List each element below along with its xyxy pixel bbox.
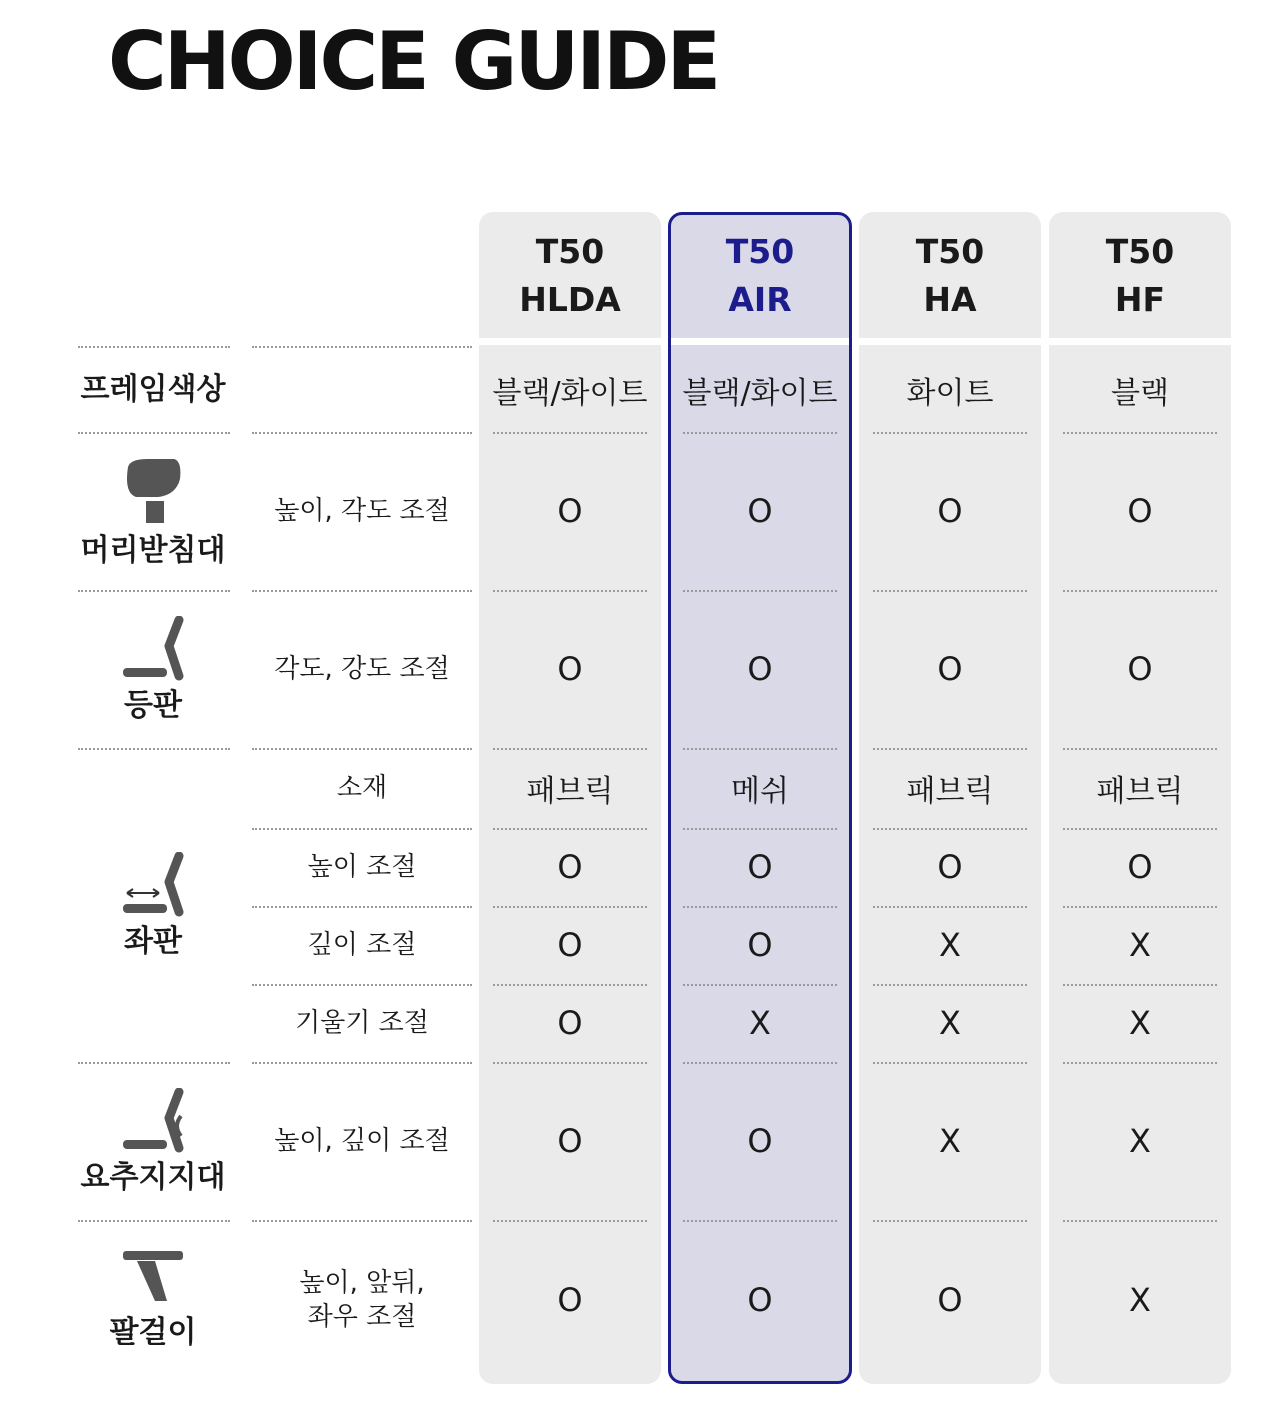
supported-mark: O	[937, 650, 963, 688]
model-header-air	[669, 228, 851, 324]
supported-mark: O	[937, 848, 963, 886]
value-cell: 블랙/화이트	[682, 376, 838, 411]
value-cell: 패브릭	[526, 774, 614, 809]
category-headrest	[76, 440, 230, 588]
not-supported-mark: X	[939, 926, 961, 964]
category-divider	[78, 432, 230, 434]
category-backrest	[76, 598, 230, 744]
supported-mark: O	[1127, 650, 1153, 688]
category-seat	[76, 754, 230, 1060]
feature-label: 높이 조절	[307, 852, 417, 882]
feature-label: 깊이 조절	[307, 930, 417, 960]
category-divider	[78, 748, 230, 750]
headrest-icon	[122, 457, 184, 527]
value-cell: 패브릭	[906, 774, 994, 809]
supported-mark: O	[1127, 492, 1153, 530]
category-label: 요추지지대	[80, 1160, 226, 1195]
supported-mark: O	[747, 1122, 773, 1160]
supported-mark: O	[747, 1281, 773, 1319]
supported-mark: O	[937, 492, 963, 530]
supported-mark: O	[557, 848, 583, 886]
supported-mark: O	[747, 848, 773, 886]
category-divider	[78, 1062, 230, 1064]
supported-mark: O	[1127, 848, 1153, 886]
model-name: HLDA	[519, 280, 621, 319]
model-series: T50	[915, 232, 985, 271]
not-supported-mark: X	[1129, 1122, 1151, 1160]
category-label: 팔걸이	[109, 1315, 197, 1350]
model-series: T50	[1105, 232, 1175, 271]
seat-depth-icon	[121, 852, 185, 918]
not-supported-mark: X	[1129, 926, 1151, 964]
feature-divider	[252, 346, 472, 348]
category-lumbar	[76, 1068, 230, 1218]
category-frame-color	[76, 348, 230, 432]
model-name: AIR	[728, 280, 792, 319]
category-label: 좌판	[124, 924, 182, 959]
supported-mark: O	[557, 1122, 583, 1160]
feature-label: 기울기 조절	[295, 1008, 429, 1038]
category-armrest	[76, 1226, 230, 1376]
supported-mark: O	[747, 492, 773, 530]
supported-mark: O	[557, 1004, 583, 1042]
value-cell: 메쉬	[731, 774, 789, 809]
value-cell: 블랙	[1111, 376, 1169, 411]
armrest-icon	[121, 1249, 185, 1309]
feature-label: 높이, 앞뒤, 좌우 조절	[299, 1268, 425, 1332]
category-divider	[78, 590, 230, 592]
supported-mark: O	[747, 650, 773, 688]
model-header-hlda	[479, 228, 661, 324]
model-name: HA	[923, 280, 977, 319]
not-supported-mark: X	[1129, 1004, 1151, 1042]
supported-mark: O	[557, 1281, 583, 1319]
model-series: T50	[535, 232, 605, 271]
value-cell: 패브릭	[1096, 774, 1184, 809]
model-name: HF	[1114, 280, 1166, 319]
backrest-icon	[121, 616, 185, 682]
page-title: CHOICE GUIDE	[108, 15, 719, 108]
not-supported-mark: X	[939, 1122, 961, 1160]
category-label: 머리받침대	[80, 533, 226, 568]
feature-label: 높이, 깊이 조절	[274, 1126, 450, 1156]
supported-mark: O	[557, 650, 583, 688]
feature-label: 높이, 각도 조절	[274, 496, 450, 526]
model-header-hf	[1049, 228, 1231, 324]
model-series: T50	[725, 232, 795, 271]
category-divider	[78, 1220, 230, 1222]
feature-label: 각도, 강도 조절	[274, 654, 450, 684]
value-cell: 블랙/화이트	[492, 376, 648, 411]
supported-mark: O	[747, 926, 773, 964]
lumbar-support-icon	[121, 1088, 185, 1154]
not-supported-mark: X	[749, 1004, 771, 1042]
category-label: 등판	[124, 688, 182, 723]
supported-mark: O	[557, 492, 583, 530]
supported-mark: O	[557, 926, 583, 964]
model-header-ha	[859, 228, 1041, 324]
supported-mark: O	[937, 1281, 963, 1319]
category-label: 프레임색상	[80, 372, 226, 407]
feature-label: 소재	[336, 773, 388, 803]
not-supported-mark: X	[939, 1004, 961, 1042]
value-cell: 화이트	[906, 376, 994, 411]
not-supported-mark: X	[1129, 1281, 1151, 1319]
